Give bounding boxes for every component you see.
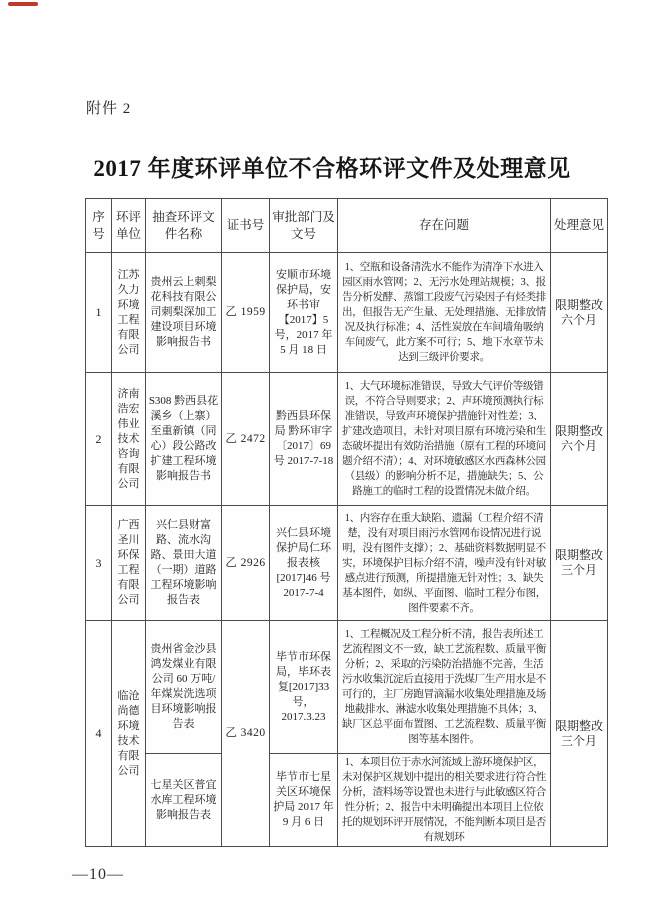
table-row-2 xyxy=(86,373,608,506)
row2-certificate: 乙 2472 xyxy=(222,373,270,506)
row1-document: 贵州云上刺梨花科技有限公司刺梨深加工建设项目环境影响报告书 xyxy=(146,253,222,373)
red-corner-mark xyxy=(8,2,38,6)
row4-no: 4 xyxy=(86,621,112,847)
row3-no: 3 xyxy=(86,506,112,621)
row1-action: 限期整改六个月 xyxy=(551,253,608,373)
row2-action: 限期整改六个月 xyxy=(551,373,608,506)
row3-certificate: 乙 2926 xyxy=(222,506,270,621)
table-header-row xyxy=(86,199,608,253)
row1-unit: 江苏久力环境工程有限公司 xyxy=(112,253,146,373)
row1-certificate: 乙 1959 xyxy=(222,253,270,373)
row3-action: 限期整改三个月 xyxy=(551,506,608,621)
attachment-label: 附件 2 xyxy=(86,101,132,117)
table-row-4b xyxy=(86,754,608,847)
row4b-approval: 毕节市七星关区环境保护局 2017 年 9 月 6 日 xyxy=(270,754,338,847)
col-header-action: 处理意见 xyxy=(551,199,608,253)
row3-approval: 兴仁县环境保护局仁环报表核[2017]46 号 2017-7-4 xyxy=(270,506,338,621)
row1-problems: 1、空瓶和设备清洗水不能作为清净下水进入园区雨水管网；2、无污水处理站规模；3、报告分析发酵、蒸馏工段废气污染因子有烃类排出，但报告无产生量、无处理措施、无排放情况及执行标准；4、活性炭放在车间墙角吸纳车间废气，此方案不可行；5、地下水章节未达到三级评价要求。 xyxy=(338,253,551,373)
table-row-4a xyxy=(86,621,608,754)
col-header-approval: 审批部门及文号 xyxy=(270,199,338,253)
row3-unit: 广西圣川环保工程有限公司 xyxy=(112,506,146,621)
eia-results-table xyxy=(85,198,608,847)
page-number: —10— xyxy=(72,866,124,883)
row3-document: 兴仁县财富路、流水沟路、景田大道（一期）道路工程环境影响报告表 xyxy=(146,506,222,621)
table-row-1 xyxy=(86,253,608,373)
col-header-no: 序号 xyxy=(86,199,112,253)
col-header-problems: 存在问题 xyxy=(338,199,551,253)
row4-certificate: 乙 3420 xyxy=(222,621,270,847)
row4a-document: 贵州省金沙县鸿发煤业有限公司 60 万吨/年煤炭洗选项目环境影响报告表 xyxy=(146,621,222,754)
row4-unit: 临沧尚德环境技术有限公司 xyxy=(112,621,146,847)
row2-approval: 黔西县环保局 黔环审字〔2017〕69 号 2017-7-18 xyxy=(270,373,338,506)
row4b-problems: 1、本项目位于赤水河流域上游环境保护区，未对保护区规划中提出的相关要求进行符合性分析，渣料场等设置也未进行与此敏感区符合性分析；2、报告中未明确提出本项目上位依托的规划环评开展情况，不能判断本项目是否有规划环 xyxy=(338,754,551,847)
row4a-approval: 毕节市环保局，毕环表复[2017]33 号，2017.3.23 xyxy=(270,621,338,754)
row4b-document: 七星关区普宜水库工程环境影响报告表 xyxy=(146,754,222,847)
table-row-3 xyxy=(86,506,608,621)
row2-document: S308 黔西县花溪乡（上寨）至重新镇（同心）段公路改扩建工程环境影响报告书 xyxy=(146,373,222,506)
row1-no: 1 xyxy=(86,253,112,373)
row2-unit: 济南浩宏伟业技术咨询有限公司 xyxy=(112,373,146,506)
row3-problems: 1、内容存在重大缺陷、遗漏（工程介绍不清楚，没有对项目雨污水管网布设情况进行说明，没有图件支撑）；2、基础资料数据明显不实，环境保护目标介绍不清，噪声没有针对敏感点进行预测，所提措施无针对性；3、缺失基本图件，如纵、平面图、临时工程分布图，图件要素不齐。 xyxy=(338,506,551,621)
row4-action: 限期整改三个月 xyxy=(551,621,608,847)
page-title: 2017 年度环评单位不合格环评文件及处理意见 xyxy=(93,156,571,181)
col-header-document: 抽查环评文件名称 xyxy=(146,199,222,253)
col-header-certificate: 证书号 xyxy=(222,199,270,253)
col-header-unit: 环评单位 xyxy=(112,199,146,253)
row2-no: 2 xyxy=(86,373,112,506)
row1-approval: 安顺市环境保护局，安环书审【2017】5 号，2017 年 5 月 18 日 xyxy=(270,253,338,373)
row4a-problems: 1、工程概况及工程分析不清，报告表所述工艺流程图文不一致，缺工艺流程数、质量平衡分析；2、采取的污染防治措施不完善，生活污水收集沉淀后直接用于洗煤厂生产用水是不可行的，主厂房跑冒滴漏水收集处理措施及场地截排水、淋滤水收集处理措施不具体；3、缺厂区总平面布置图、工艺流程数、质量平衡图等基本图件。 xyxy=(338,621,551,754)
row2-problems: 1、大气环境标准错误，导致大气评价等级错误，不符合导则要求；2、声环境预测执行标准错误，导致声环境保护措施针对性差；3、扩建改造项目，未针对项目原有环境污染和生态破坏提出有效防治措施（原有工程的环境问题介绍不清）；4、对环境敏感区水西森林公园（县级）的影响分析不足，措施缺失；5、公路施工的临时工程的设置情况未做介绍。 xyxy=(338,373,551,506)
